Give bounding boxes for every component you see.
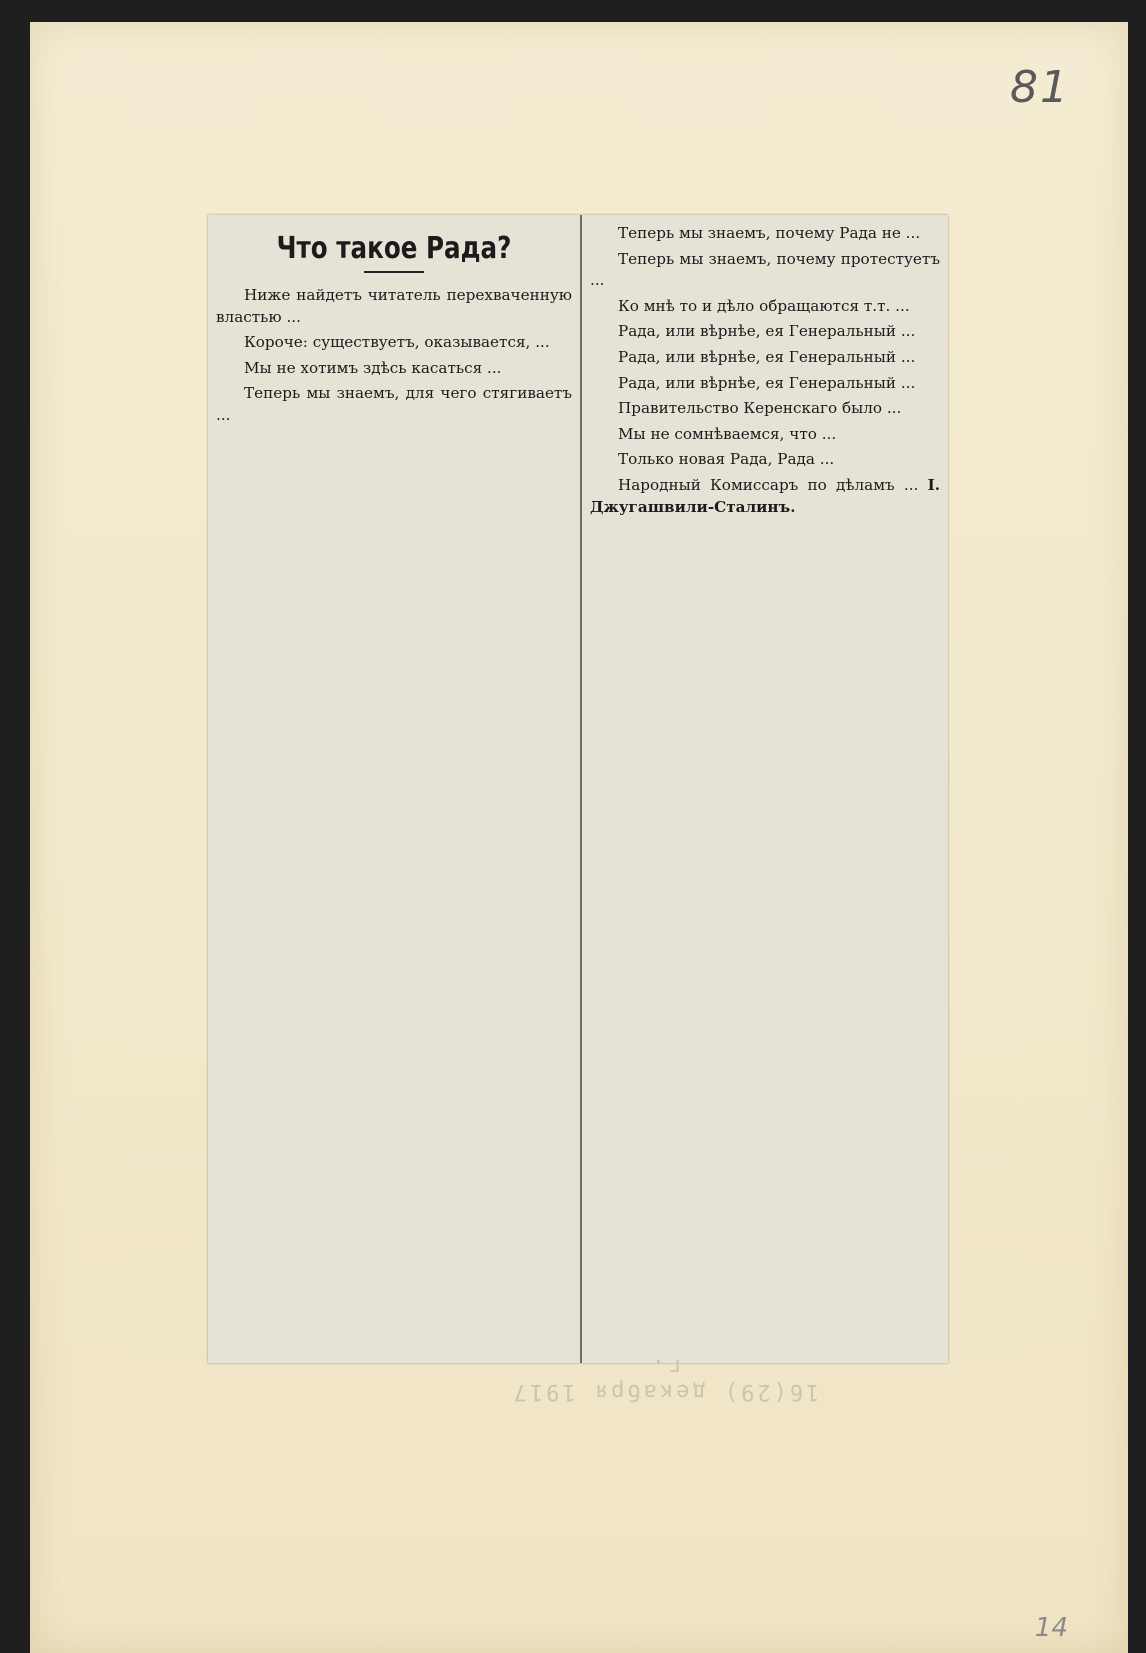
paragraph: Рада, или вѣрнѣе, ея Генеральный ...	[618, 322, 916, 341]
paragraph: Ниже найдетъ читатель перехваченную властью ...	[216, 286, 572, 326]
page-number-top: 81	[1010, 62, 1070, 113]
right-column	[582, 215, 948, 1363]
paragraph: Мы не хотимъ здѣсь касаться ...	[244, 358, 502, 377]
faded-date-stamp: 16(29) декабря 1917 г.	[510, 1354, 820, 1404]
paragraph: Рада, или вѣрнѣе, ея Генеральный ...	[618, 373, 916, 392]
paragraph: Теперь мы знаемъ, для чего стягиваетъ ...	[216, 384, 572, 424]
paragraph: Ко мнѣ то и дѣло обращаются т.т. ...	[618, 296, 910, 315]
signature-name: I. Джугашвили-Сталинъ.	[590, 475, 940, 516]
left-column	[208, 215, 580, 1363]
signature-block	[590, 475, 940, 518]
page-number-bottom: 14	[1034, 1613, 1068, 1643]
article-title: Что такое Рада?	[276, 231, 512, 266]
paragraph: Только новая Рада, Рада ...	[618, 450, 835, 469]
paragraph: Мы не сомнѣваемся, что ...	[618, 424, 837, 443]
paragraph: Правительство Керенскаго было ...	[618, 399, 902, 418]
title-rule	[364, 271, 424, 273]
signature-prefix: Народный Комиссаръ по дѣламъ ...	[618, 475, 919, 494]
paragraph: Рада, или вѣрнѣе, ея Генеральный ...	[618, 347, 916, 366]
newspaper-clipping	[208, 215, 948, 1363]
paragraph: Теперь мы знаемъ, почему Рада не ...	[618, 224, 921, 242]
paragraph: Теперь мы знаемъ, почему протестуетъ ...	[590, 249, 940, 290]
archive-sheet	[30, 22, 1128, 1653]
paragraph: Короче: существуетъ, оказывается, ...	[244, 333, 550, 352]
